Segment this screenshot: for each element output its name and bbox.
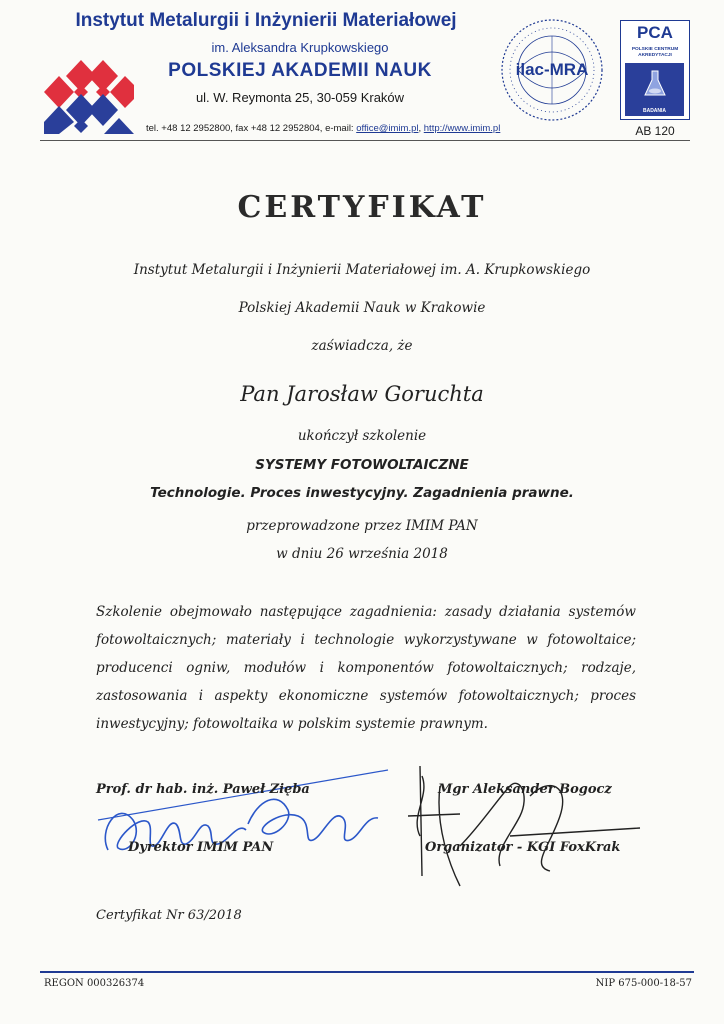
footer-divider [40,971,694,973]
flask-icon [643,69,667,99]
completed-text: ukończył szkolenie [297,428,427,444]
academy-name: POLSKIEJ AKADEMII NAUK [168,60,432,81]
training-scope: Szkolenie obejmowało następujące zagadnienia: zasady działania systemów fotowoltaicznych; materiały i technologie wykorzystywane w fotowoltaice; producenci ogniw, modułów i komponentów fotowoltaicznych; rodzaje, zastosowania i aspekty ekonomiczne systemów fotowoltaicznych; proces inwestycyjny; fotowoltaika w polskim systemie prawnym. [96,604,636,732]
issuer-line-1: Instytut Metalurgii i Inżynierii Materiałowej im. A. Krupkowskiego [133,262,591,278]
certifies-text: zaświadcza, że [311,338,413,354]
course-subtitle: Technologie. Proces inwestycyjny. Zagadnienia prawne. [150,485,574,501]
certificate-number: Certyfikat Nr 63/2018 [96,908,242,923]
conducted-by: przeprowadzone przez IMIM PAN [246,518,478,534]
institute-patron: im. Aleksandra Krupkowskiego [211,40,389,55]
issuer-line-2: Polskiej Akademii Nauk w Krakowie [238,300,486,316]
course-date: w dniu 26 września 2018 [276,546,448,562]
institute-logo-icon [44,52,134,134]
website-link[interactable]: http://www.imim.pl [423,123,501,134]
organizer-name: Mgr Aleksander Bogocz [438,782,612,797]
organizer-signature-icon [400,756,650,906]
contact-separator: , [418,123,424,134]
director-role: Dyrektor IMIM PAN [128,840,274,855]
pca-badania-label: BADANIA [642,108,667,114]
regon-number: REGON 000326374 [44,978,145,989]
certificate-title: CERTYFIKAT [237,190,487,225]
header-divider [40,140,690,141]
organizer-role: Organizator - KGI FoxKrak [425,840,621,855]
pca-badge-panel [625,63,684,116]
ilac-mra-label: ilac-MRA [515,60,589,79]
nip-number: NIP 675-000-18-57 [595,978,692,989]
pca-title: PCA [637,23,673,42]
pca-subtitle: POLSKIE CENTRUM AKREDYTACJI [631,47,679,58]
pca-badge [620,20,690,120]
email-link[interactable]: office@imim.pl [356,123,419,134]
recipient-name: Pan Jarosław Goruchta [240,382,484,406]
institute-name: Instytut Metalurgii i Inżynierii Materiałowej [75,10,457,31]
contact-phone-fax: tel. +48 12 2952800, fax +48 12 2952804, e-mail: [146,123,357,134]
director-signature-icon [88,760,398,880]
director-name: Prof. dr hab. inż. Paweł Zięba [96,782,310,797]
accreditation-number: AB 120 [635,124,675,138]
institute-address: ul. W. Reymonta 25, 30-059 Kraków [195,90,405,105]
course-title: SYSTEMY FOTOWOLTAICZNE [255,457,469,473]
